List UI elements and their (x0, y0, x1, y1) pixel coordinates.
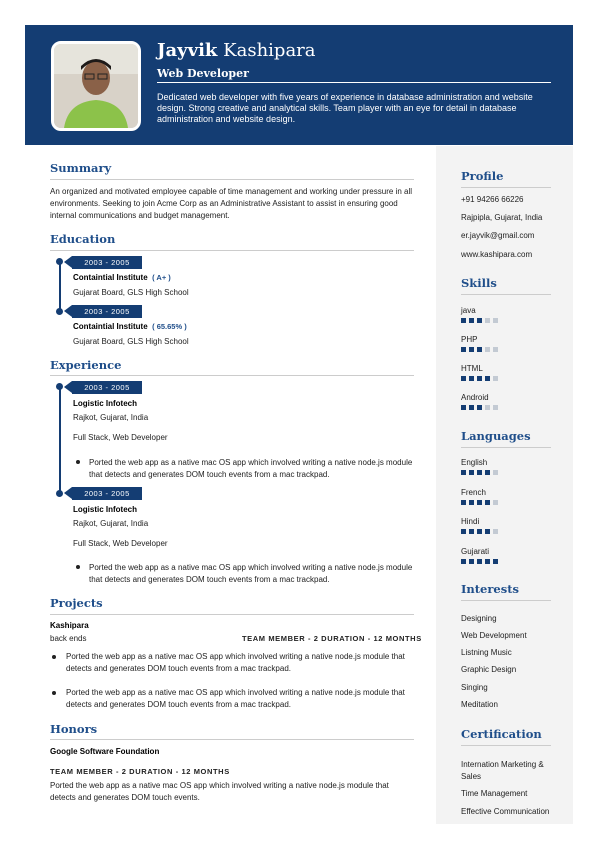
rating-dot (493, 529, 498, 534)
rating-dot (469, 470, 474, 475)
experience-company: Logistic Infotech (73, 505, 137, 514)
rating-dot (461, 559, 466, 564)
experience-location: Rajkot, Gujarat, India (73, 519, 149, 528)
experience-bullet: Ported the web app as a native mac OS app which involved writing a native node.js module that detects and generates DOM touch events from a mac trackpad. (89, 563, 413, 584)
skill-rating (461, 318, 498, 323)
experience-company: Logistic Infotech (73, 399, 137, 408)
language-rating (461, 470, 498, 475)
rating-dot (485, 376, 490, 381)
rating-dot (493, 347, 498, 352)
sidebar (436, 146, 573, 824)
rating-dot (461, 470, 466, 475)
education-board: Gujarat Board, GLS High School (73, 288, 189, 297)
language-name: Gujarati (461, 547, 490, 556)
rating-dot (493, 470, 498, 475)
timeline-dot (56, 383, 63, 390)
rating-dot (477, 500, 482, 505)
experience-date: 2003 - 2005 (72, 487, 142, 500)
bullet-icon (76, 565, 80, 569)
rating-dot (469, 376, 474, 381)
rating-dot (461, 500, 466, 505)
person-photo-icon (54, 44, 138, 128)
summary-heading: Summary (50, 161, 112, 175)
education-date: 2003 - 2005 (72, 305, 142, 318)
education-school: Containtial Institute ( A+ ) (73, 273, 171, 282)
rating-dot (477, 529, 482, 534)
profile-website[interactable]: www.kashipara.com (461, 250, 533, 259)
skill-name: Android (461, 393, 489, 402)
rating-dot (477, 318, 482, 323)
project-bullet: Ported the web app as a native mac OS app which involved writing a native node.js module that detects and generates DOM touch events from a mac trackpad. (66, 652, 405, 673)
rating-dot (477, 347, 482, 352)
education-board: Gujarat Board, GLS High School (73, 337, 189, 346)
skills-heading: Skills (461, 276, 497, 290)
education-heading: Education (50, 232, 116, 246)
rating-dot (469, 500, 474, 505)
education-grade: ( A+ ) (152, 273, 171, 282)
skills-divider (461, 294, 551, 295)
project-name: Kashipara (50, 621, 89, 630)
rating-dot (469, 318, 474, 323)
rating-dot (477, 376, 482, 381)
bullet-icon (52, 691, 56, 695)
rating-dot (493, 376, 498, 381)
rating-dot (461, 347, 466, 352)
education-timeline (59, 260, 61, 312)
summary-text: An organized and motivated employee capable of time management and working under pressure in all environments. Seeking to join Acme Corp as an Administrative Assistant to assist in ensuring good internal communications and budget management. (50, 187, 412, 220)
honors-divider (50, 739, 414, 740)
header-divider (157, 82, 551, 83)
rating-dot (477, 470, 482, 475)
language-name: French (461, 488, 486, 497)
skill-rating (461, 376, 498, 381)
experience-role: Full Stack, Web Developer (73, 433, 168, 442)
education-divider (50, 250, 414, 251)
profile-divider (461, 187, 551, 188)
experience-timeline (59, 386, 61, 494)
certification-item: Time Management (461, 789, 528, 798)
skill-name: PHP (461, 335, 478, 344)
certification-item: Effective Communication (461, 807, 550, 816)
rating-dot (485, 500, 490, 505)
experience-heading: Experience (50, 358, 122, 372)
experience-divider (50, 375, 414, 376)
interest-item: Listning Music (461, 648, 512, 657)
profile-photo (51, 41, 141, 131)
skill-rating (461, 347, 498, 352)
language-rating (461, 529, 498, 534)
honor-meta: TEAM MEMBER - 2 DURATION - 12 MONTHS (50, 767, 230, 776)
rating-dot (493, 318, 498, 323)
experience-location: Rajkot, Gujarat, India (73, 413, 149, 422)
language-rating (461, 500, 498, 505)
experience-bullet: Ported the web app as a native mac OS app which involved writing a native node.js module that detects and generates DOM touch events from a mac trackpad. (89, 458, 413, 479)
rating-dot (461, 318, 466, 323)
rating-dot (485, 559, 490, 564)
language-name: Hindi (461, 517, 480, 526)
profile-phone: +91 94266 66226 (461, 195, 524, 204)
candidate-name: Jayvik Kashipara (157, 40, 316, 61)
honor-text: Ported the web app as a native mac OS app which involved writing a native node.js module that detects and generates DOM touch events. (50, 781, 389, 802)
interests-divider (461, 600, 551, 601)
rating-dot (469, 559, 474, 564)
languages-divider (461, 447, 551, 448)
certification-heading: Certification (461, 727, 542, 741)
education-grade: ( 65.65% ) (152, 322, 187, 331)
summary-divider (50, 179, 414, 180)
profile-address: Rajpipla, Gujarat, India (461, 213, 543, 222)
projects-heading: Projects (50, 596, 103, 610)
interest-item: Designing (461, 614, 497, 623)
rating-dot (477, 559, 482, 564)
rating-dot (485, 347, 490, 352)
rating-dot (461, 376, 466, 381)
education-date: 2003 - 2005 (72, 256, 142, 269)
project-meta: TEAM MEMBER - 2 DURATION - 12 MONTHS (242, 634, 422, 643)
timeline-dot (56, 258, 63, 265)
bullet-icon (52, 655, 56, 659)
language-name: English (461, 458, 488, 467)
rating-dot (493, 559, 498, 564)
rating-dot (469, 405, 474, 410)
interest-item: Singing (461, 683, 488, 692)
resume-header (25, 25, 573, 145)
rating-dot (493, 500, 498, 505)
timeline-dot (56, 308, 63, 315)
interest-item: Web Development (461, 631, 527, 640)
candidate-role: Web Developer (157, 67, 249, 80)
rating-dot (469, 529, 474, 534)
experience-role: Full Stack, Web Developer (73, 539, 168, 548)
profile-heading: Profile (461, 169, 504, 183)
projects-divider (50, 614, 414, 615)
rating-dot (485, 529, 490, 534)
rating-dot (469, 347, 474, 352)
languages-heading: Languages (461, 429, 531, 443)
experience-date: 2003 - 2005 (72, 381, 142, 394)
skill-rating (461, 405, 498, 410)
certification-item: Internation Marketing & Sales (461, 760, 544, 781)
interest-item: Graphic Design (461, 665, 517, 674)
project-subtitle: back ends (50, 634, 87, 643)
rating-dot (461, 529, 466, 534)
rating-dot (485, 405, 490, 410)
rating-dot (493, 405, 498, 410)
project-bullet: Ported the web app as a native mac OS app which involved writing a native node.js module that detects and generates DOM touch events from a mac trackpad. (66, 688, 405, 709)
timeline-dot (56, 490, 63, 497)
profile-email[interactable]: er.jayvik@gmail.com (461, 231, 535, 240)
rating-dot (461, 405, 466, 410)
certification-divider (461, 745, 551, 746)
skill-name: java (461, 306, 476, 315)
skill-name: HTML (461, 364, 483, 373)
honor-name: Google Software Foundation (50, 747, 160, 756)
interest-item: Meditation (461, 700, 498, 709)
rating-dot (485, 318, 490, 323)
rating-dot (485, 470, 490, 475)
header-intro: Dedicated web developer with five years of experience in database administration and website design. Strong creative and analytical skills. Team player with an eye for detail in database administration and website design. (157, 92, 533, 124)
rating-dot (477, 405, 482, 410)
honors-heading: Honors (50, 722, 98, 736)
bullet-icon (76, 460, 80, 464)
language-rating (461, 559, 498, 564)
education-school: Containtial Institute ( 65.65% ) (73, 322, 187, 331)
interests-heading: Interests (461, 582, 520, 596)
